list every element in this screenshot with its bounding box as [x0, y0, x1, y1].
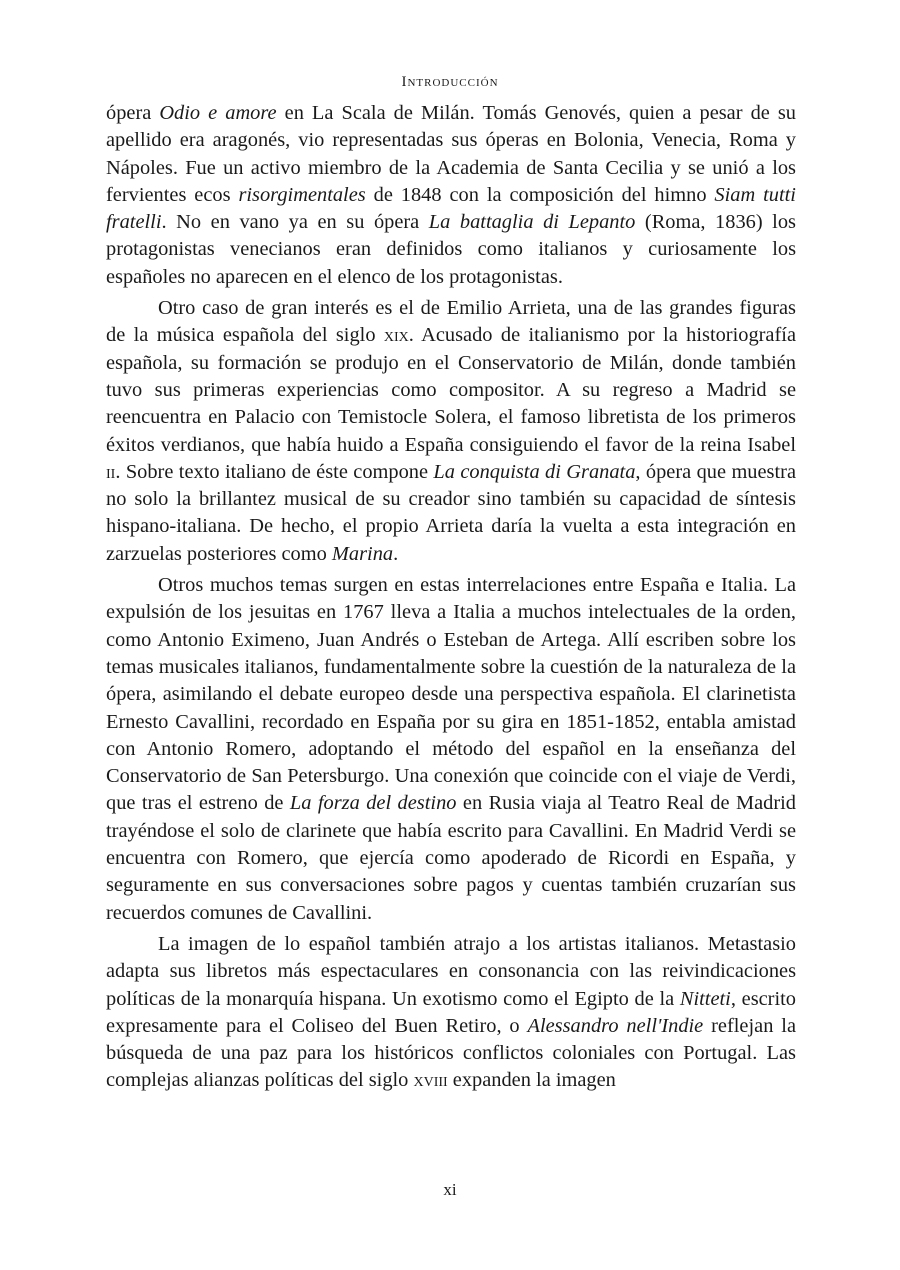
text-run: en La Scala de Milán. Tomás Genovés, quien a pesar de su apellido era aragonés, vio representadas sus óperas en Bolonia, Venecia, Roma y Nápoles. Fue un activo miembro de la Academia de Santa Cecilia y se unió a los fervientes ecos [106, 102, 796, 206]
running-head: Introducción [401, 74, 499, 90]
small-caps-numeral: ii [106, 460, 116, 483]
body-text [106, 100, 796, 1095]
italic-title: Nitteti [679, 987, 731, 1010]
text-run: expanden la imagen [447, 1069, 616, 1092]
text-run: de 1848 con la composición del himno [365, 183, 715, 206]
page-number: xi [443, 1180, 457, 1199]
paragraph [106, 295, 796, 568]
text-run: , escrito expresamente para el Coliseo del Buen Retiro, o [106, 987, 796, 1037]
text-run: , ópera que muestra no solo la brillantez musical de su creador sino también su capacidad de síntesis hispano-italiana. De hecho, el propio Arrieta daría la vuelta a esta integración en zarzuelas posteriores como [106, 460, 796, 565]
italic-title: La conquista di Granata [433, 460, 636, 483]
text-run: . Sobre texto italiano de éste compone [115, 460, 434, 483]
text-run: . No en vano ya en su ópera [161, 211, 429, 234]
paragraph [106, 931, 796, 1095]
italic-title: Siam tutti fratelli [106, 183, 796, 234]
paragraph [106, 572, 796, 927]
text-run: Otros muchos temas surgen en estas interrelaciones entre España e Italia. La expulsión de los jesuitas en 1767 lleva a Italia a muchos intelectuales de la orden, como Antonio Eximeno, Juan Andrés o Esteban de Artega. Allí escriben sobre los temas musicales italianos, fundamentalmente sobre la cuestión de la naturaleza de la ópera, asimilando el debate europeo desde una perspectiva española. El clarinetista Ernesto Cavallini, recordado en España por su gira en 1851-1852, entabla amistad con Antonio Romero, adoptando el método del español en la enseñanza del Conservatorio de San Petersburgo. Una conexión que coincide con el viaje de Verdi, que tras el estreno de [106, 574, 796, 815]
italic-title: Marina [331, 542, 394, 565]
text-run: ópera [106, 102, 160, 124]
paragraph [106, 100, 796, 291]
text-run: . [393, 542, 399, 565]
small-caps-numeral: xix [383, 324, 409, 347]
italic-title: La battaglia di Lepanto [428, 211, 636, 234]
text-run: reflejan la búsqueda de una paz para los históricos conflictos coloniales con Portugal. Las complejas alianzas políticas del siglo [106, 1014, 796, 1092]
italic-title: La forza del destino [289, 792, 457, 815]
italic-title: Odio e amore [159, 102, 277, 124]
text-run: (Roma, 1836) los protagonistas venecianos eran definidos como italianos y curiosamente los españoles no aparecen en el elenco de los protagonistas. [106, 211, 796, 288]
small-caps-numeral: xviii [413, 1069, 448, 1092]
text-run: Otro caso de gran interés es el de Emilio Arrieta, una de las grandes figuras de la música española del siglo [106, 297, 796, 347]
text-run: . Acusado de italianismo por la historiografía española, su formación se produjo en el Conservatorio de Milán, donde también tuvo sus primeras experiencias como compositor. A su regreso a Madrid se reencuentra en Palacio con Temistocle Solera, el famoso libretista de los primeros éxitos verdianos, que había huido a España consiguiendo el favor de la reina Isabel [106, 324, 796, 456]
italic-title: Alessandro nell'Indie [527, 1014, 704, 1037]
text-run: en Rusia viaja al Teatro Real de Madrid trayéndose el solo de clarinete que había escrito para Cavallini. En Madrid Verdi se encuentra con Romero, que ejercía como apoderado de Ricordi en España, y seguramente en sus conversaciones sobre pagos y cuentas también cruzarían sus recuerdos comunes de Cavallini. [106, 792, 797, 924]
text-run: La imagen de lo español también atrajo a los artistas italianos. Metastasio adapta sus libretos más espectaculares en consonancia con las reivindicaciones políticas de la monarquía hispana. Un exotismo como el Egipto de la [106, 932, 796, 1010]
italic-title: risorgimentales [238, 183, 366, 206]
